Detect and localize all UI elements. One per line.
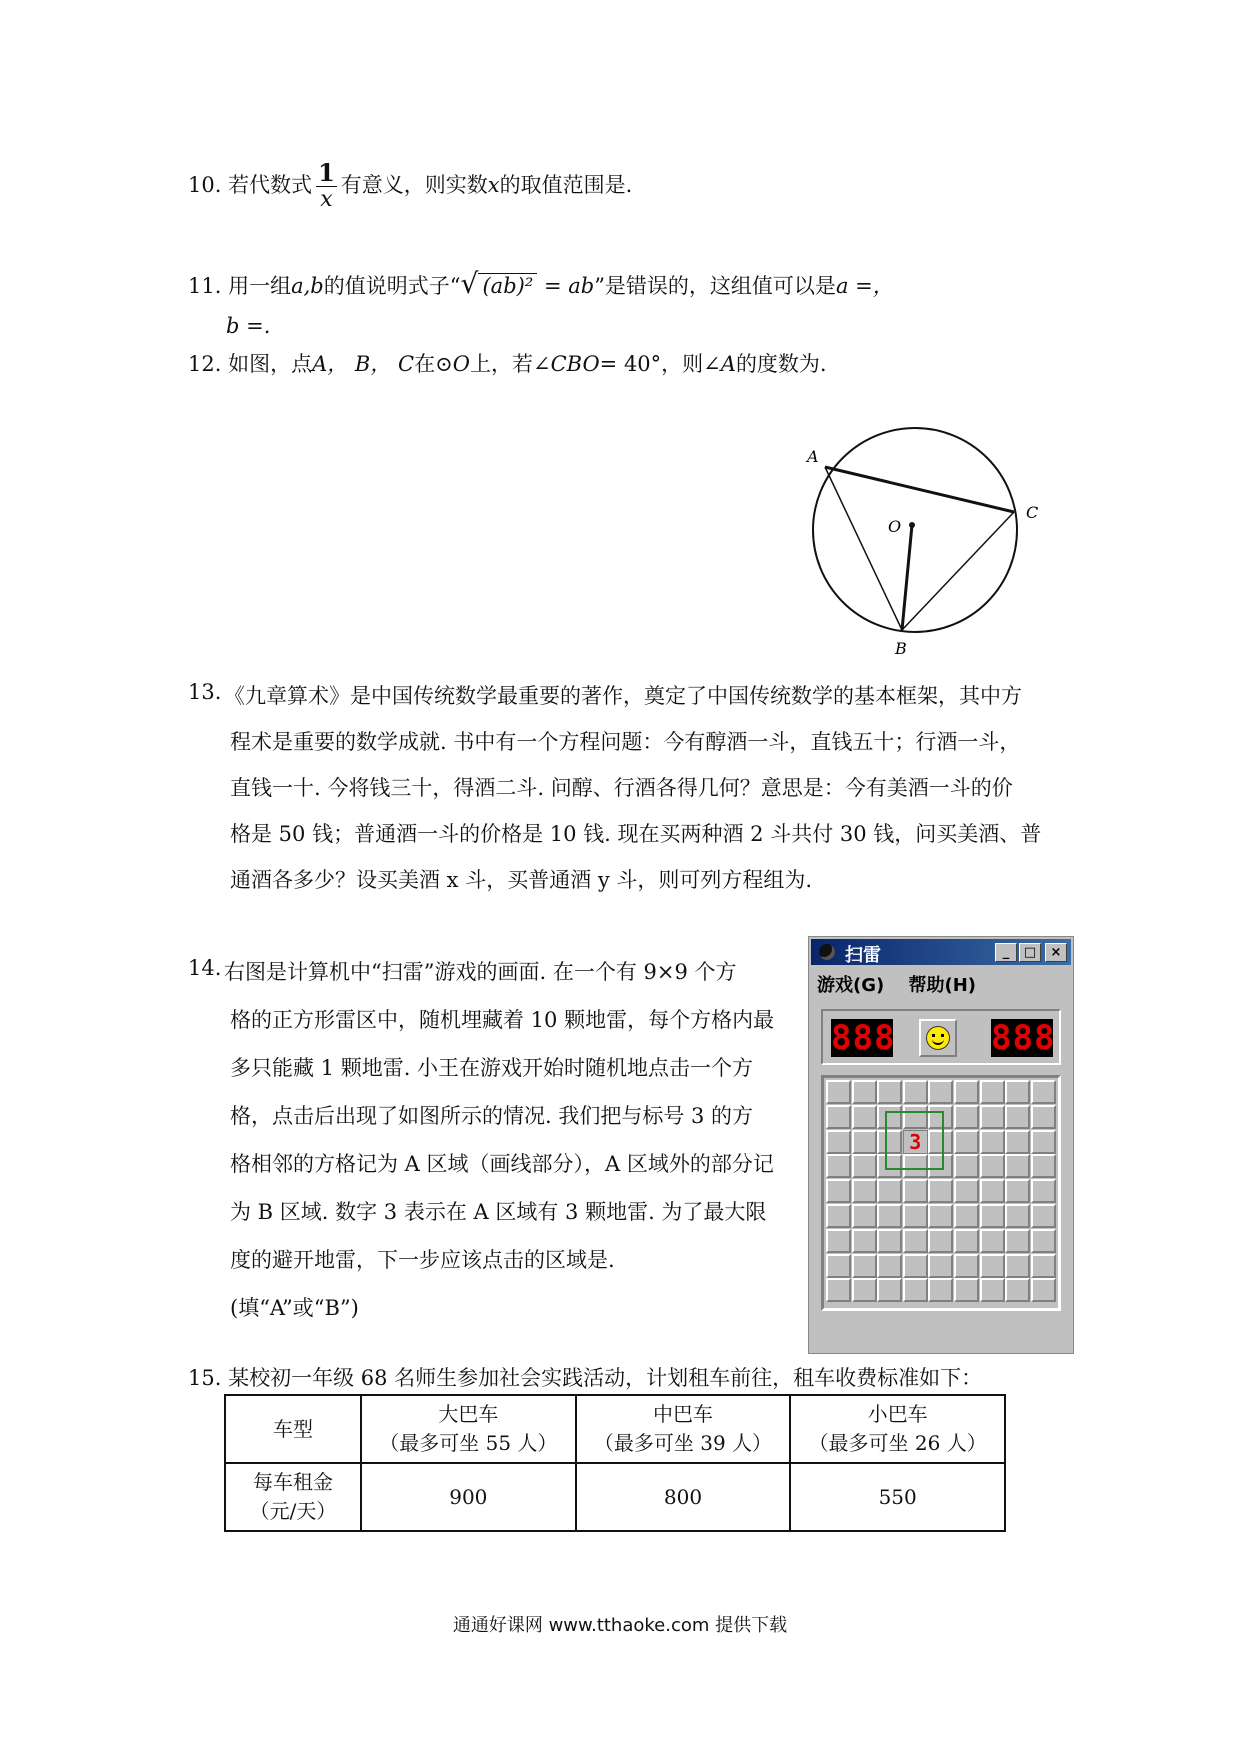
mine-cell[interactable] <box>826 1229 851 1253</box>
mine-cell[interactable] <box>877 1080 902 1104</box>
mine-icon <box>819 944 835 960</box>
table-row <box>225 1395 1005 1463</box>
mine-cell[interactable] <box>852 1204 877 1228</box>
mine-cell[interactable] <box>877 1254 902 1278</box>
question-text: ”是错误的，这组值可以是 <box>594 274 836 298</box>
mine-cell[interactable] <box>928 1204 953 1228</box>
mine-cell[interactable] <box>1005 1204 1030 1228</box>
angle-a: A <box>720 352 736 376</box>
table-header-cell <box>576 1395 791 1463</box>
smiley-icon <box>926 1026 950 1050</box>
chord-ab <box>825 467 902 630</box>
mine-cell[interactable] <box>954 1130 979 1154</box>
table-header-cell: 车型 <box>225 1395 361 1463</box>
mine-cell[interactable] <box>954 1080 979 1104</box>
mine-counter: 888 <box>831 1018 896 1058</box>
mine-cell[interactable] <box>1005 1130 1030 1154</box>
mine-cell[interactable] <box>928 1254 953 1278</box>
timer: 888 <box>991 1018 1056 1058</box>
close-button[interactable]: × <box>1045 943 1067 962</box>
mine-cell[interactable] <box>852 1254 877 1278</box>
mine-cell[interactable] <box>903 1080 928 1104</box>
menu-bar <box>817 971 994 997</box>
mine-cell[interactable] <box>954 1204 979 1228</box>
mine-cell[interactable] <box>826 1130 851 1154</box>
menu-game[interactable]: 游戏(G) <box>817 975 885 996</box>
mine-cell[interactable] <box>903 1204 928 1228</box>
menu-help[interactable]: 帮助(H) <box>908 975 977 996</box>
mine-cell[interactable] <box>826 1105 851 1129</box>
circle-figure <box>790 410 1070 670</box>
q14-line: 度的避开地雷，下一步应该点击的区域是. <box>230 1248 615 1272</box>
mine-cell[interactable] <box>1031 1204 1056 1228</box>
equation-rhs: = ab <box>543 274 595 298</box>
chord-bc <box>902 512 1014 630</box>
label-a: A <box>807 447 819 466</box>
fraction-numerator: 1 <box>318 158 335 187</box>
label-o: O <box>888 517 902 536</box>
chord-ac <box>825 467 1014 512</box>
mine-cell[interactable] <box>980 1254 1005 1278</box>
window-title: 扫雷 <box>845 945 881 966</box>
q14-line: 右图是计算机中“扫雷”游戏的画面. 在一个有 9×9 个方 <box>224 960 737 984</box>
row-label-line: （元/天） <box>249 1499 337 1523</box>
question-text: 在⊙ <box>414 352 453 376</box>
mine-cell[interactable] <box>903 1278 928 1302</box>
radicand: (ab)² <box>478 273 537 298</box>
question-text: 的度数为. <box>735 352 827 376</box>
mine-cell[interactable] <box>852 1154 877 1178</box>
mine-cell[interactable] <box>826 1154 851 1178</box>
question-12 <box>188 348 827 378</box>
mine-cell[interactable] <box>852 1278 877 1302</box>
q14-line: 格，点击后出现了如图所示的情况. 我们把与标号 3 的方 <box>230 1104 754 1128</box>
mine-cell[interactable] <box>1031 1179 1056 1203</box>
question-number: 14. <box>188 956 222 980</box>
question-11 <box>188 267 894 300</box>
mine-cell[interactable] <box>980 1229 1005 1253</box>
area-a-outline <box>885 1111 944 1171</box>
q14-line: 为 B 区域. 数字 3 表示在 A 区域有 3 颗地雷. 为了最大限 <box>230 1200 767 1224</box>
rental-fee-table <box>224 1394 1006 1532</box>
table-cell: 800 <box>576 1463 791 1531</box>
label-c: C <box>1026 503 1039 522</box>
mine-cell[interactable] <box>928 1278 953 1302</box>
question-text: = 40°，则∠ <box>599 352 721 376</box>
center-point <box>909 522 915 528</box>
question-10 <box>188 160 632 213</box>
answer-a: a =， <box>835 274 894 298</box>
question-number: 11. <box>188 274 222 298</box>
center-label: O <box>452 352 470 376</box>
mine-cell[interactable] <box>1031 1154 1056 1178</box>
mine-field <box>821 1075 1061 1311</box>
question-text: 若代数式 <box>228 173 313 197</box>
q14-line: 格相邻的方格记为 A 区域（画线部分），A 区域外的部分记 <box>230 1152 774 1176</box>
question-text: 如图，点 <box>228 352 313 376</box>
answer-b: b =. <box>226 314 271 338</box>
mine-cell[interactable] <box>826 1179 851 1203</box>
table-cell: 900 <box>361 1463 576 1531</box>
mine-cell[interactable] <box>877 1278 902 1302</box>
q13-line: 直钱一十. 今将钱三十，得酒二斗. 问醇、行酒各得几何？意思是：今有美酒一斗的价 <box>230 776 1013 800</box>
mine-cell[interactable] <box>1031 1278 1056 1302</box>
mine-cell[interactable] <box>1031 1229 1056 1253</box>
mine-cell[interactable] <box>877 1229 902 1253</box>
table-row-label <box>225 1463 361 1531</box>
mine-cell[interactable] <box>1031 1254 1056 1278</box>
question-text: 有意义，则实数 <box>340 173 488 197</box>
mine-cell[interactable] <box>928 1229 953 1253</box>
status-panel <box>821 1009 1061 1065</box>
question-number: 10. <box>188 173 222 197</box>
angle-name: CBO <box>550 352 600 376</box>
q14-line: 多只能藏 1 颗地雷. 小王在游戏开始时随机地点击一个方 <box>230 1056 754 1080</box>
mine-cell[interactable] <box>877 1204 902 1228</box>
mine-cell[interactable] <box>1005 1278 1030 1302</box>
mine-cell[interactable] <box>1031 1130 1056 1154</box>
fraction <box>316 160 337 213</box>
mine-cell[interactable] <box>826 1278 851 1302</box>
mine-cell[interactable] <box>852 1130 877 1154</box>
mine-cell[interactable] <box>903 1254 928 1278</box>
mine-cell[interactable] <box>1005 1254 1030 1278</box>
variables: a,b <box>291 274 324 298</box>
variable: x <box>487 173 500 197</box>
question-text: 某校初一年级 68 名师生参加社会实践活动，计划租车前往，租车收费标准如下： <box>228 1366 983 1390</box>
mine-cell[interactable] <box>954 1229 979 1253</box>
minimize-button[interactable]: _ <box>995 943 1017 962</box>
mine-cell[interactable] <box>826 1080 851 1104</box>
mine-cell[interactable] <box>928 1179 953 1203</box>
q13-line: 格是 50 钱；普通酒一斗的价格是 10 钱. 现在买两种酒 2 斗共付 30 钱，问买美酒、普 <box>230 822 1042 846</box>
mine-cell[interactable] <box>980 1130 1005 1154</box>
mine-cell[interactable] <box>928 1080 953 1104</box>
fraction-denominator: x <box>320 187 333 212</box>
mine-cell[interactable] <box>852 1229 877 1253</box>
question-text: 用一组 <box>228 274 292 298</box>
minesweeper-window <box>808 936 1074 1354</box>
mine-cell[interactable] <box>980 1204 1005 1228</box>
table-row <box>225 1463 1005 1531</box>
mine-cell[interactable] <box>852 1179 877 1203</box>
vehicle-name: 小巴车 <box>867 1402 928 1426</box>
mine-cell[interactable] <box>1005 1179 1030 1203</box>
mine-cell[interactable] <box>903 1179 928 1203</box>
q13-line: 通酒各多少？设买美酒 x 斗，买普通酒 y 斗，则可列方程组为. <box>230 868 813 892</box>
radius-ob <box>902 525 912 630</box>
mine-cell[interactable] <box>980 1105 1005 1129</box>
mine-cell[interactable] <box>852 1080 877 1104</box>
smiley-reset-button[interactable] <box>919 1019 957 1057</box>
vehicle-capacity: （最多可坐 26 人） <box>808 1431 987 1455</box>
question-number: 12. <box>188 352 222 376</box>
mine-cell[interactable] <box>954 1254 979 1278</box>
label-b: B <box>895 639 907 658</box>
vehicle-capacity: （最多可坐 39 人） <box>593 1431 773 1455</box>
mine-cell[interactable] <box>954 1179 979 1203</box>
table-header-cell <box>790 1395 1005 1463</box>
mine-cell[interactable] <box>954 1278 979 1302</box>
mine-cell[interactable] <box>1005 1154 1030 1178</box>
mine-cell[interactable] <box>877 1179 902 1203</box>
q14-line: 格的正方形雷区中，随机埋藏着 10 颗地雷，每个方格内最 <box>230 1008 775 1032</box>
footer: 通通好课网 www.tthaoke.com 提供下载 <box>452 1615 788 1636</box>
title-bar[interactable] <box>811 939 1071 965</box>
mine-cell[interactable] <box>1005 1229 1030 1253</box>
question-15 <box>188 1362 982 1392</box>
row-label-line: 每车租金 <box>253 1470 333 1494</box>
mine-cell[interactable] <box>852 1105 877 1129</box>
mine-cell[interactable] <box>826 1204 851 1228</box>
q14-line: (填“A”或“B”) <box>230 1296 359 1320</box>
mine-cell[interactable] <box>980 1179 1005 1203</box>
mine-cell[interactable] <box>826 1254 851 1278</box>
revealed-cell: 3 <box>903 1130 928 1154</box>
question-text: 的取值范围是. <box>499 173 633 197</box>
maximize-button[interactable]: □ <box>1019 943 1041 962</box>
points: A， B， C <box>312 352 415 376</box>
vehicle-capacity: （最多可坐 55 人） <box>379 1431 558 1455</box>
question-number: 13. <box>188 680 222 704</box>
table-header-cell <box>361 1395 576 1463</box>
mine-cell[interactable] <box>954 1105 979 1129</box>
q13-line: 《九章算术》是中国传统数学最重要的著作，奠定了中国传统数学的基本框架，其中方 <box>224 684 1022 708</box>
mine-cell[interactable] <box>1031 1080 1056 1104</box>
mine-cell[interactable] <box>980 1080 1005 1104</box>
mine-cell[interactable] <box>980 1154 1005 1178</box>
square-root-expression: √ (ab)² <box>460 274 537 298</box>
question-text: 的值说明式子“ <box>323 274 461 298</box>
q13-line: 程术是重要的数学成就. 书中有一个方程问题：今有醇酒一斗，直钱五十；行酒一斗， <box>230 730 1021 754</box>
mine-cell[interactable] <box>1005 1080 1030 1104</box>
mine-cell[interactable] <box>954 1154 979 1178</box>
vehicle-name: 大巴车 <box>438 1402 499 1426</box>
mine-cell[interactable] <box>1005 1105 1030 1129</box>
question-number: 15. <box>188 1366 222 1390</box>
mine-cell[interactable] <box>903 1229 928 1253</box>
vehicle-name: 中巴车 <box>652 1402 713 1426</box>
mine-cell[interactable] <box>980 1278 1005 1302</box>
question-text: 上，若∠ <box>469 352 551 376</box>
table-cell: 550 <box>790 1463 1005 1531</box>
mine-cell[interactable] <box>1031 1105 1056 1129</box>
circle-o <box>813 428 1017 632</box>
